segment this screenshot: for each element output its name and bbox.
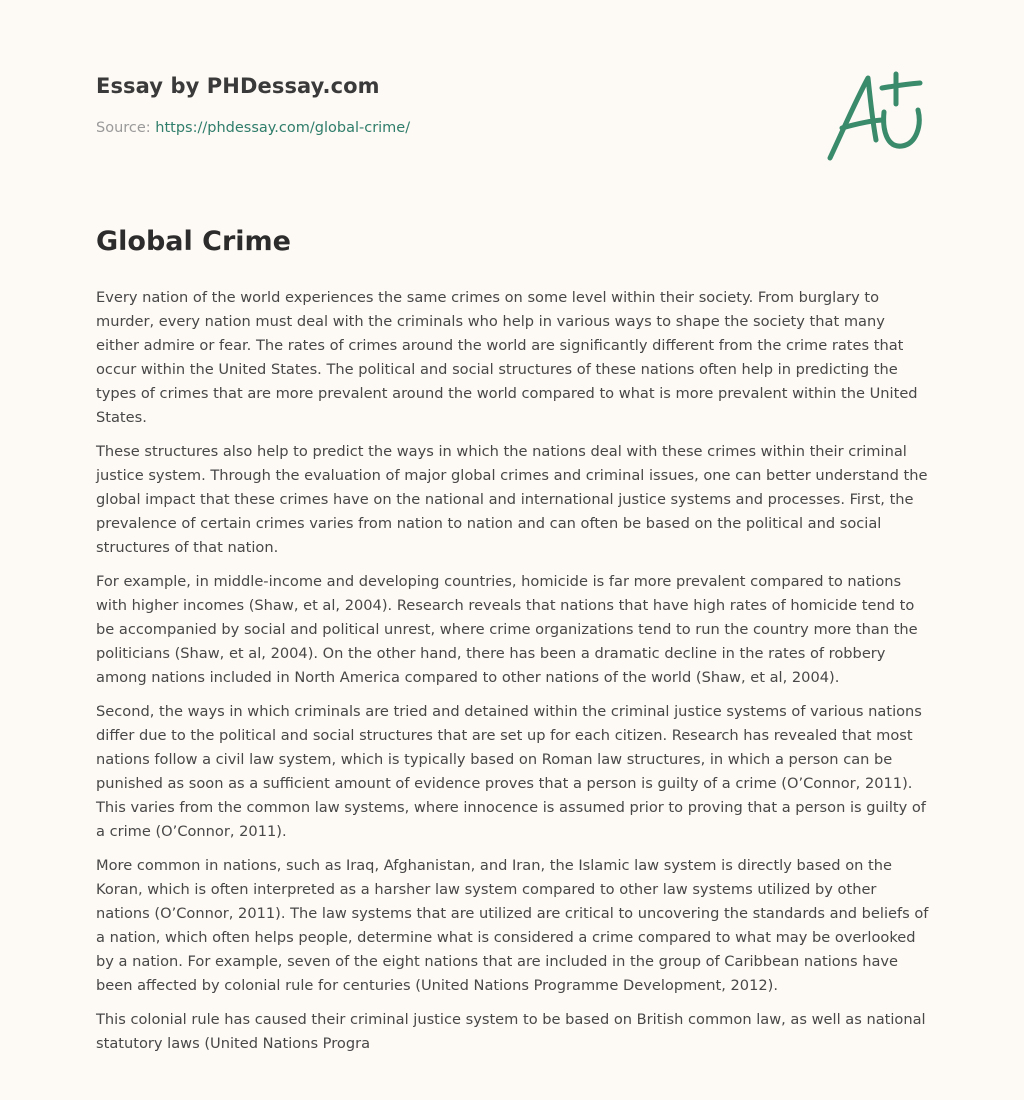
- essay-paragraph: Every nation of the world experiences the same crimes on some level within their society. From burglary to murder, every nation must deal with the criminals who help in various ways to shape the society that many either admire or fear. The rates of crimes around the world are significantly different from the crime rates that occur within the United States. The political and social structures of these nations often help in predicting the types of crimes that are more prevalent around the world compared to what is more prevalent within the United States.: [96, 289, 918, 426]
- brand-title: Essay by PHDessay.com: [96, 74, 380, 98]
- essay-paragraph: For example, in middle-income and developing countries, homicide is far more prevalent compared to nations with higher incomes (Shaw, et al, 2004). Research reveals that nations that have high rates of homicide tend to be accompanied by social and political unrest, where crime organizations tend to run the country more than the politicians (Shaw, et al, 2004). On the other hand, there has been a dramatic decline in the rates of robbery among nations included in North America compared to other nations of the world (Shaw, et al, 2004).: [96, 573, 918, 686]
- source-link[interactable]: https://phdessay.com/global-crime/: [155, 120, 411, 136]
- essay-paragraph: More common in nations, such as Iraq, Afghanistan, and Iran, the Islamic law system is directly based on the Koran, which is often interpreted as a harsher law system compared to other law systems utilized by other nations (O’Connor, 2011). The law systems that are utilized are critical to uncovering the standards and beliefs of a nation, which often helps people, determine what is considered a crime compared to what may be overlooked by a nation. For example, seven of the eight nations that are included in the group of Caribbean nations have been affected by colonial rule for centuries (United Nations Programme Development, 2012).: [96, 857, 929, 994]
- a-plus-logo-icon: [822, 66, 928, 166]
- source-line: [96, 120, 928, 136]
- essay-paragraph: Second, the ways in which criminals are tried and detained within the criminal justice systems of various nations differ due to the political and social structures that are set up for each citizen. Research has revealed that most nations follow a civil law system, which is typically based on Roman law structures, in which a person can be punished as soon as a sufficient amount of evidence proves that a person is guilty of a crime (O’Connor, 2011). This varies from the common law systems, where innocence is assumed prior to proving that a person is guilty of a crime (O’Connor, 2011).: [96, 703, 926, 840]
- source-label: Source:: [96, 120, 156, 136]
- essay-paragraph: This colonial rule has caused their criminal justice system to be based on British common law, as well as national statutory laws (United Nations Progra: [96, 1011, 926, 1052]
- essay-body: [96, 286, 932, 1066]
- essay-paragraph: These structures also help to predict the ways in which the nations deal with these crimes within their criminal justice system. Through the evaluation of major global crimes and criminal issues, one can better understand the global impact that these crimes have on the national and international justice systems and processes. First, the prevalence of certain crimes varies from nation to nation and can often be based on the political and social structures of that nation.: [96, 443, 928, 556]
- essay-title: Global Crime: [96, 226, 291, 257]
- essay-header: [96, 74, 928, 136]
